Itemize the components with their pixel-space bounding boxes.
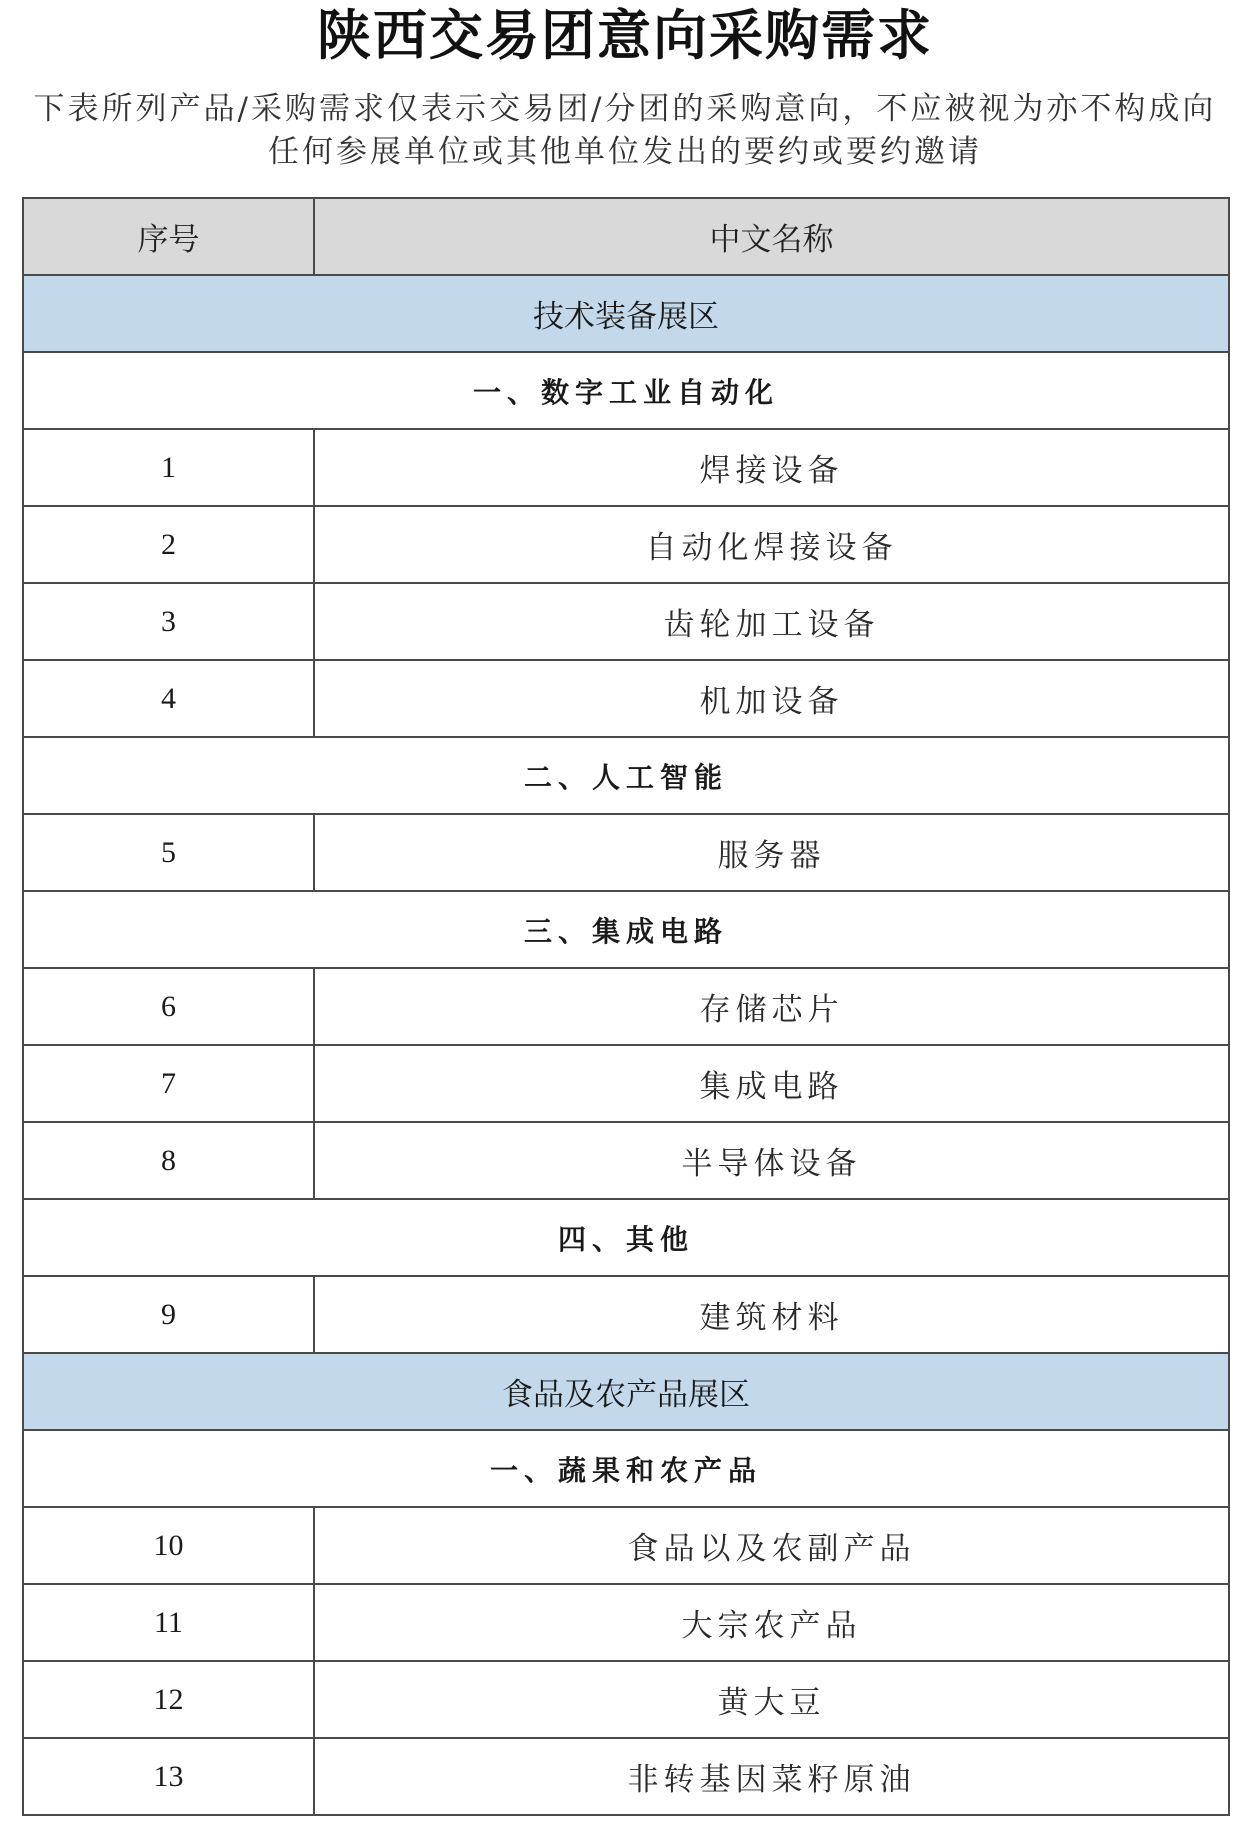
column-header-number: 序号 [23,198,314,275]
disclaimer-line-2: 任何参展单位或其他单位发出的要约或要约邀请 [268,134,982,170]
product-name: 非转基因菜籽原油 [314,1738,1229,1815]
product-name: 半导体设备 [314,1122,1229,1199]
procurement-table [22,197,1230,1816]
row-number: 3 [23,583,314,660]
table-header-row [23,198,1229,275]
row-number: 4 [23,660,314,737]
product-name: 大宗农产品 [314,1584,1229,1661]
zone-header-row [23,1353,1229,1430]
page-title: 陕西交易团意向采购需求 [317,4,933,67]
product-name: 存储芯片 [314,968,1229,1045]
table-row [23,429,1229,506]
category-row [23,352,1229,429]
category-row [23,891,1229,968]
table-row [23,506,1229,583]
zone-label: 食品及农产品展区 [23,1353,1229,1430]
table-body [23,275,1229,1815]
table-row [23,1584,1229,1661]
product-name: 服务器 [314,814,1229,891]
row-number: 2 [23,506,314,583]
category-label: 一、蔬果和农产品 [23,1430,1229,1507]
row-number: 11 [23,1584,314,1661]
category-row [23,1430,1229,1507]
category-label: 三、集成电路 [23,891,1229,968]
row-number: 7 [23,1045,314,1122]
table-row [23,1045,1229,1122]
row-number: 9 [23,1276,314,1353]
table-row [23,660,1229,737]
product-name: 自动化焊接设备 [314,506,1229,583]
product-name: 建筑材料 [314,1276,1229,1353]
row-number: 8 [23,1122,314,1199]
category-row [23,737,1229,814]
category-row [23,1199,1229,1276]
table-row [23,1507,1229,1584]
table-row [23,1122,1229,1199]
product-name: 集成电路 [314,1045,1229,1122]
product-name: 齿轮加工设备 [314,583,1229,660]
zone-label: 技术装备展区 [23,275,1229,352]
table-row [23,583,1229,660]
category-label: 二、人工智能 [23,737,1229,814]
product-name: 食品以及农副产品 [314,1507,1229,1584]
table-row [23,968,1229,1045]
category-label: 四、其他 [23,1199,1229,1276]
product-name: 焊接设备 [314,429,1229,506]
table-row [23,1661,1229,1738]
product-name: 机加设备 [314,660,1229,737]
table-row [23,1738,1229,1815]
row-number: 5 [23,814,314,891]
table-row [23,1276,1229,1353]
table-row [23,814,1229,891]
row-number: 6 [23,968,314,1045]
row-number: 1 [23,429,314,506]
row-number: 10 [23,1507,314,1584]
column-header-name: 中文名称 [314,198,1229,275]
product-name: 黄大豆 [314,1661,1229,1738]
disclaimer-line-1: 下表所列产品/采购需求仅表示交易团/分团的采购意向，不应被视为亦不构成向 [33,91,1217,127]
category-label: 一、数字工业自动化 [23,352,1229,429]
zone-header-row [23,275,1229,352]
row-number: 13 [23,1738,314,1815]
row-number: 12 [23,1661,314,1738]
